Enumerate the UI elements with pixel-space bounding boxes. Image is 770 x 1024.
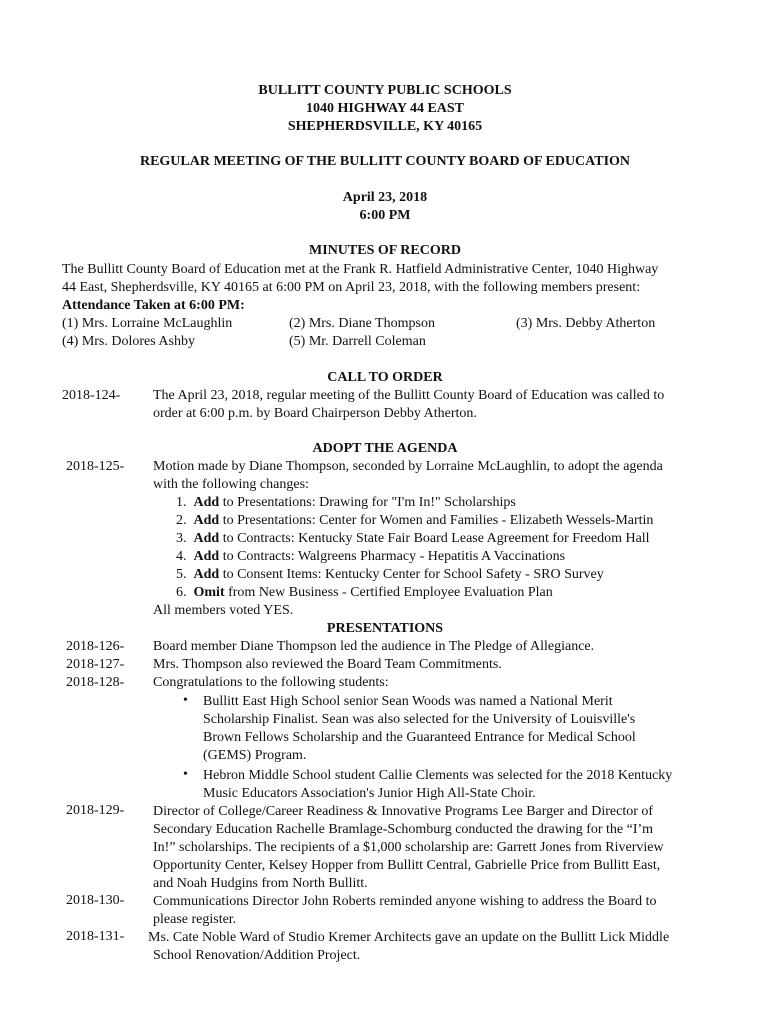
agenda-line-1: Motion made by Diane Thompson, seconded by Lorraine McLaughlin, to adopt the agenda [153,459,663,474]
item-text: Board member Diane Thompson led the audience in The Pledge of Allegiance. [153,639,595,654]
org-address-line1: 1040 HIGHWAY 44 EAST [305,101,465,116]
attendance-member: (5) Mr. Darrell Coleman [289,334,426,349]
org-address-line2: SHEPHERDSVILLE, KY 40165 [287,119,483,134]
agenda-vote: All members voted YES. [153,603,294,618]
meeting-time: 6:00 PM [359,208,411,223]
presentations-heading: PRESENTATIONS [326,621,444,636]
item-text: Mrs. Thompson also reviewed the Board Team Commitments. [153,657,502,672]
item-number: 2018-127- [66,657,125,672]
item-number: 2018-128- [66,675,125,690]
agenda-heading: ADOPT THE AGENDA [312,441,458,456]
agenda-change: 1. Add to Presentations: Drawing for "I'm In!" Scholarships [176,495,516,510]
attendance-heading: Attendance Taken at 6:00 PM: [62,298,245,313]
attendance-member: (3) Mrs. Debby Atherton [516,316,656,331]
call-to-order-line-1: The April 23, 2018, regular meeting of the Bullitt County Board of Education was called to [153,388,665,403]
attendance-member: (4) Mrs. Dolores Ashby [62,334,195,349]
item-number: 2018-129- [66,803,125,818]
agenda-change: 2. Add to Presentations: Center for Women and Families - Elizabeth Wessels-Martin [176,513,654,528]
item-number: 2018-130- [66,893,125,908]
item-text: Congratulations to the following students: [153,675,389,690]
attendance-member: (1) Mrs. Lorraine McLaughlin [62,316,233,331]
agenda-change: 3. Add to Contracts: Kentucky State Fair Board Lease Agreement for Freedom Hall [176,531,650,546]
student-recognition: Bullitt East High School senior Sean Woods was named a National Merit Scholarship Finalist. Sean was also selected for the University of Louisville's Brown Fellows Scholarship and the Guaranteed Entrance for Medical School (GEMS) Program. [203,694,636,763]
agenda-change: 6. Omit from New Business - Certified Employee Evaluation Plan [176,585,553,600]
item-text: Communications Director John Roberts reminded anyone wishing to address the Board to please register. [153,894,657,927]
call-to-order-heading: CALL TO ORDER [327,370,443,385]
org-name: BULLITT COUNTY PUBLIC SCHOOLS [258,83,512,98]
intro-line-2: 44 East, Shepherdsville, KY 40165 at 6:00 PM on April 23, 2018, with the following members present: [62,280,641,295]
agenda-change: 4. Add to Contracts: Walgreens Pharmacy - Hepatitis A Vaccinations [176,549,566,564]
intro-line-1: The Bullitt County Board of Education met at the Frank R. Hatfield Administrative Center, 1040 Highway [62,262,659,277]
meeting-date: April 23, 2018 [342,190,428,205]
item-text: Ms. Cate Noble Ward of Studio Kremer Architects gave an update on the Bullitt Lick Middle School Renovation/Addition Project. [148,930,670,963]
meeting-title: REGULAR MEETING OF THE BULLITT COUNTY BOARD OF EDUCATION [139,154,631,169]
agenda-line-2: with the following changes: [153,477,309,492]
item-number: 2018-125- [66,459,125,474]
attendance-member: (2) Mrs. Diane Thompson [289,316,435,331]
bullet-icon: • [183,767,188,782]
item-number: 2018-126- [66,639,125,654]
minutes-title: MINUTES OF RECORD [309,243,461,258]
item-number: 2018-131- [66,929,125,944]
student-recognition: Hebron Middle School student Callie Clements was selected for the 2018 Kentucky Music Educators Association's Junior High All-State Choir. [203,768,673,801]
item-number: 2018-124- [62,388,121,403]
call-to-order-line-2: order at 6:00 p.m. by Board Chairperson Debby Atherton. [153,406,477,421]
agenda-change: 5. Add to Consent Items: Kentucky Center for School Safety - SRO Survey [176,567,604,582]
item-text: Director of College/Career Readiness & Innovative Programs Lee Barger and Director of Secondary Education Rachelle Bramlage-Schomburg conducted the drawing for the “I’m In!” scholarships. The recipients of a $1,000 scholarship are: Garrett Jones from Riverview Opportunity Center, Kelsey Hopper from Bullitt Central, Gabrielle Price from Bullitt East, and Noah Hudgins from North Bullitt. [153,804,664,891]
bullet-icon: • [183,693,188,708]
